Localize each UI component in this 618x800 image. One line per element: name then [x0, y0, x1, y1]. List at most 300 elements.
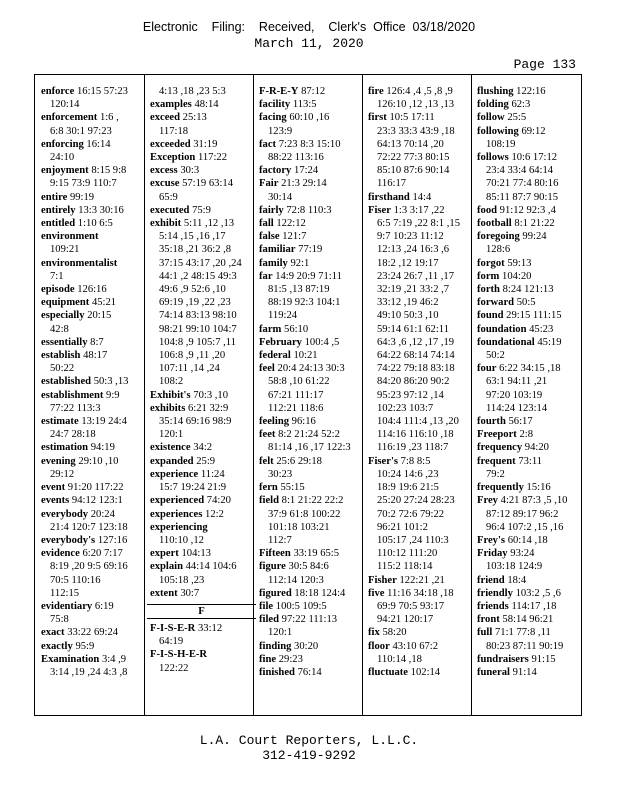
index-column-3: [259, 85, 362, 679]
index-references: 25:6 29:18: [276, 455, 322, 467]
index-references: 37:15 43:17 ,20 ,24: [159, 257, 242, 269]
index-word: experience: [150, 468, 199, 480]
index-word: Fair: [259, 178, 279, 190]
index-references: 109:21: [50, 244, 80, 256]
index-references: 94:19: [90, 442, 115, 454]
index-references: 104:8 ,9 105:7 ,11: [159, 336, 237, 348]
index-entry: [477, 217, 580, 230]
index-word: entitled: [41, 218, 76, 230]
index-references: 48:14: [194, 99, 219, 111]
index-entry: [150, 508, 253, 521]
index-entry: [477, 296, 580, 309]
index-word: everybody: [41, 508, 89, 520]
index-entry: [368, 85, 471, 98]
index-references: 59:14 61:1 62:11: [377, 323, 449, 335]
index-word: exhibits: [150, 402, 186, 414]
index-entry: [477, 270, 580, 283]
index-word: frequent: [477, 455, 516, 467]
index-entry: [477, 283, 580, 296]
index-word: existence: [150, 442, 191, 454]
index-entry: [259, 587, 362, 600]
index-entry: [259, 257, 362, 270]
index-word: F-I-S-E-R: [150, 622, 196, 634]
index-word: F-I-S-H-E-R: [150, 649, 208, 661]
index-references: 99:24: [522, 231, 547, 243]
index-word: four: [477, 363, 497, 375]
index-references: 122:12: [276, 218, 306, 230]
index-word: foundation: [477, 323, 527, 335]
index-entry: [150, 204, 253, 217]
index-entry: [41, 111, 144, 124]
index-word: environmentalist: [41, 257, 118, 269]
index-references: 91:20 117:22: [67, 482, 124, 494]
index-word: enjoyment: [41, 165, 89, 177]
index-entry: [150, 494, 253, 507]
index-references: 103:18 124:9: [486, 561, 543, 573]
index-references: 24:7 28:18: [50, 429, 96, 441]
index-entry: [41, 389, 144, 402]
index-entry: [150, 547, 253, 560]
index-word: Examination: [41, 653, 100, 665]
index-word: estimation: [41, 442, 89, 454]
index-references: 33:22 69:24: [67, 627, 119, 639]
index-references: 13:19 24:4: [81, 416, 127, 428]
index-references: 120:1: [159, 429, 184, 441]
index-references: 1:6 ,: [99, 112, 119, 124]
index-entry: [477, 111, 580, 124]
index-references: 84:20 86:20 90:2: [377, 376, 450, 388]
index-entry: [259, 560, 362, 573]
index-entry: [41, 164, 144, 177]
index-references: 5:11 ,12 ,13: [183, 218, 235, 230]
index-references: 23:3 33:3 43:9 ,18: [377, 125, 455, 137]
index-entry: [259, 323, 362, 336]
index-references: 20:15: [87, 310, 112, 322]
index-references: 21:3 29:14: [281, 178, 327, 190]
index-word: figured: [259, 587, 292, 599]
index-references: 117:18: [159, 125, 189, 137]
index-word: Friday: [477, 548, 508, 560]
index-word: fern: [259, 482, 278, 494]
index-word: following: [477, 125, 519, 137]
index-references: 74:22 79:18 83:18: [377, 363, 455, 375]
index-entry: [477, 547, 580, 560]
index-word: experiences: [150, 508, 203, 520]
index-references: 3:4 ,9: [101, 653, 127, 665]
index-references: 16:15 57:23: [77, 86, 128, 97]
index-column-2: [150, 85, 253, 675]
index-entry: [477, 85, 580, 98]
column-divider: [362, 75, 363, 715]
index-references: 64:22 68:14 74:14: [377, 350, 455, 362]
index-word: file: [259, 600, 274, 612]
index-word: enforcement: [41, 112, 98, 124]
index-references: 50:2: [486, 350, 505, 362]
index-references: 20:24: [90, 508, 115, 520]
filing-date: March 11, 2020: [254, 36, 364, 51]
index-word: fourth: [477, 416, 506, 428]
index-word: events: [41, 495, 70, 507]
index-references: 96:16: [291, 416, 316, 428]
index-entry: [150, 648, 253, 661]
index-entry: [41, 191, 144, 204]
index-column-1: [41, 85, 144, 679]
index-word: establish: [41, 350, 81, 362]
index-references: 29:23: [278, 653, 303, 665]
index-word: flushing: [477, 86, 514, 97]
index-references: 93:24: [510, 548, 535, 560]
index-references: 10:6 17:12: [511, 152, 558, 164]
index-entry: [259, 98, 362, 111]
index-references: 64:13 70:14 ,20: [377, 138, 444, 150]
index-entry: [41, 204, 144, 217]
section-letter: F: [147, 604, 256, 619]
index-references: 126:16: [77, 284, 107, 296]
index-references: 14:9 20:9 71:11: [275, 270, 342, 282]
index-references: 70:3 ,10: [193, 389, 229, 401]
index-entry: [368, 626, 471, 639]
index-references: 94:12 123:1: [71, 495, 123, 507]
index-references: 6:8 30:1 97:23: [50, 125, 112, 137]
index-references: 85:11 87:7 90:15: [486, 191, 558, 203]
index-references: 9:15 73:9 110:7: [50, 178, 117, 190]
index-entry: [259, 111, 362, 124]
index-references: 55:15: [280, 482, 305, 494]
index-entry: [259, 336, 362, 349]
index-references: 63:1 94:11 ,21: [486, 376, 548, 388]
index-references: 121:7: [282, 231, 307, 243]
index-references: 92:1: [290, 257, 310, 269]
index-entry: [368, 587, 471, 600]
index-references: 44:1 ,2 48:15 49:3: [159, 270, 237, 282]
index-entry: [41, 336, 144, 349]
index-entry: [259, 138, 362, 151]
index-entry: [259, 349, 362, 362]
index-entry: [477, 151, 580, 164]
index-entry: [259, 481, 362, 494]
reporter-phone: 312-419-9292: [262, 748, 356, 763]
index-references: 70:2 72:6 79:22: [377, 508, 445, 520]
index-entry: [150, 389, 253, 402]
index-references: 4:13 ,18 ,23 5:3: [159, 86, 226, 97]
index-references: 91:12 92:3 ,4: [499, 204, 556, 216]
index-word: examples: [150, 99, 192, 111]
index-references: 112:21 118:6: [268, 402, 324, 414]
index-entry: [259, 85, 362, 98]
index-word: foundational: [477, 336, 535, 348]
index-word: fix: [368, 627, 380, 639]
index-word: food: [477, 204, 498, 216]
index-word: event: [41, 482, 66, 494]
index-entry: [150, 560, 253, 573]
index-word: essentially: [41, 336, 88, 348]
index-word: forgot: [477, 257, 505, 269]
index-references: 49:10 50:3 ,10: [377, 310, 439, 322]
index-entry: [477, 125, 580, 138]
index-references: 17:24: [294, 165, 319, 177]
index-references: 23:24 26:7 ,11 ,17: [377, 270, 455, 282]
index-word: follow: [477, 112, 505, 124]
index-references: 104:4 111:4 ,13 ,20: [377, 416, 459, 428]
index-references: 1:3 3:17 ,22: [393, 204, 445, 216]
index-references: 81:5 ,13 87:19: [268, 284, 330, 296]
index-references: 100:5 109:5: [275, 600, 327, 612]
index-references: 1:10 6:5: [77, 218, 113, 230]
index-word: factory: [259, 165, 292, 177]
index-word: finished: [259, 666, 295, 678]
index-entry: [477, 98, 580, 111]
index-word: environment: [41, 231, 99, 243]
index-word: forth: [477, 284, 500, 296]
index-references: 72:22 77:3 80:15: [377, 152, 450, 164]
index-references: 114:24 123:14: [486, 402, 548, 414]
index-entry: [150, 138, 253, 151]
index-word: five: [368, 587, 385, 599]
index-entry: [41, 283, 144, 296]
index-references: 94:21 120:17: [377, 614, 434, 626]
index-entry: [368, 455, 471, 468]
index-references: 50:3 ,13: [93, 376, 129, 388]
index-references: 25:13: [182, 112, 207, 124]
index-entry: [150, 521, 253, 534]
index-word: Frey: [477, 495, 498, 507]
index-word: exact: [41, 627, 65, 639]
index-word: foregoing: [477, 231, 520, 243]
index-references: 91:14: [512, 666, 537, 678]
index-references: 4:21 87:3 ,5 ,10: [500, 495, 568, 507]
index-references: 37:9 61:8 100:22: [268, 508, 341, 520]
index-word: entirely: [41, 204, 76, 216]
index-word: federal: [259, 350, 291, 362]
index-entry: [477, 574, 580, 587]
index-word: explain: [150, 561, 183, 573]
index-references: 21:4 120:7 123:18: [50, 521, 128, 533]
index-word: family: [259, 257, 288, 269]
index-references: 69:12: [521, 125, 546, 137]
index-references: 75:8: [50, 614, 69, 626]
index-entry: [259, 270, 362, 283]
index-entry: [477, 362, 580, 375]
index-references: 9:7 10:23 11:12: [377, 231, 444, 243]
index-entry: [477, 626, 580, 639]
index-references: 122:22: [159, 662, 189, 674]
index-entry: [150, 98, 253, 111]
index-references: 20:4 24:13 30:3: [277, 363, 345, 375]
index-word: frequency: [477, 442, 523, 454]
index-references: 105:17 ,24 110:3: [377, 534, 449, 546]
index-references: 128:6: [486, 244, 511, 256]
index-references: 56:10: [284, 323, 309, 335]
index-entry: [150, 217, 253, 230]
index-references: 57:19 63:14: [182, 178, 233, 190]
index-word: established: [41, 376, 92, 388]
index-word: Exception: [150, 152, 196, 164]
index-references: 116:17: [377, 178, 407, 190]
index-entry: [259, 455, 362, 468]
column-divider: [144, 75, 145, 715]
index-entry: [259, 204, 362, 217]
index-word: enforcing: [41, 138, 84, 150]
index-references: 110:10 ,12: [159, 534, 204, 546]
index-entry: [259, 243, 362, 256]
index-entry: [41, 626, 144, 639]
index-column-5: [477, 85, 580, 679]
index-entry: [259, 177, 362, 190]
index-references: 110:12 111:20: [377, 548, 438, 560]
index-references: 77:19: [298, 244, 323, 256]
index-references: 115:2 118:14: [377, 561, 433, 573]
index-word: felt: [259, 455, 274, 467]
index-references: 107:11 ,14 ,24: [159, 363, 220, 375]
index-entry: [477, 309, 580, 322]
index-references: 24:10: [50, 152, 75, 164]
index-entry: [477, 653, 580, 666]
index-word: Fiser's: [368, 455, 399, 467]
index-references: 18:4: [507, 574, 527, 586]
index-references: 3:14 ,19 ,24 4:3 ,8: [50, 666, 128, 678]
index-entry: [41, 138, 144, 151]
index-references: 60:14 ,18: [507, 534, 548, 546]
index-word: first: [368, 112, 387, 124]
index-entry: [259, 547, 362, 560]
index-references: 16:14: [86, 138, 111, 150]
index-word: especially: [41, 310, 85, 322]
index-references: 33:12 ,19 46:2: [377, 297, 439, 309]
index-references: 95:23 97:12 ,14: [377, 389, 444, 401]
index-entry: [41, 415, 144, 428]
index-references: 45:19: [537, 336, 562, 348]
index-word: feeling: [259, 416, 290, 428]
index-entry: [477, 587, 580, 600]
index-references: 122:16: [516, 86, 546, 97]
index-references: 75:9: [192, 204, 211, 216]
index-entry: [41, 217, 144, 230]
index-references: 42:8: [50, 323, 69, 335]
index-references: 30:20: [294, 640, 319, 652]
index-references: 101:18 103:21: [268, 521, 330, 533]
index-entry: [259, 164, 362, 177]
index-references: 108:2: [159, 376, 184, 388]
index-word: frequently: [477, 482, 524, 494]
index-entry: [41, 600, 144, 613]
index-references: 97:22 111:13: [281, 614, 338, 626]
index-references: 104:13: [181, 548, 211, 560]
index-references: 12:13 ,24 16:3 ,6: [377, 244, 450, 256]
index-entry: [259, 230, 362, 243]
index-references: 30:23: [268, 468, 293, 480]
index-references: 97:20 103:19: [486, 389, 543, 401]
index-word: enforce: [41, 86, 75, 97]
index-references: 43:10 67:2: [392, 640, 439, 652]
index-references: 60:10 ,16: [289, 112, 330, 124]
index-entry: [368, 204, 471, 217]
index-references: 69:9 70:5 93:17: [377, 600, 445, 612]
index-references: 48:17: [83, 350, 108, 362]
index-entry: [259, 362, 362, 375]
index-word: feet: [259, 429, 276, 441]
index-references: 29:10 ,10: [78, 455, 119, 467]
index-entry: [41, 481, 144, 494]
index-references: 74:14 83:13 98:10: [159, 310, 237, 322]
index-references: 126:4 ,4 ,5 ,8 ,9: [386, 86, 453, 97]
index-word: friend: [477, 574, 505, 586]
index-word: feel: [259, 363, 275, 375]
index-entry: [41, 534, 144, 547]
index-references: 102:14: [410, 666, 441, 678]
index-word: found: [477, 310, 504, 322]
index-word: exceed: [150, 112, 180, 124]
index-references: 30:3: [180, 165, 200, 177]
index-entry: [41, 547, 144, 560]
index-references: 110:14 ,18: [377, 653, 422, 665]
index-references: 18:9 19:6 21:5: [377, 482, 439, 494]
reporter-name: L.A. Court Reporters, L.L.C.: [199, 733, 419, 748]
index-word: excess: [150, 165, 178, 177]
filing-stamp: Electronic Filing: Received, Clerk's Office 03/18/2020: [142, 20, 476, 34]
page-number: Page 133: [513, 57, 576, 72]
index-references: 15:16: [526, 482, 551, 494]
index-word: fluctuate: [368, 666, 409, 678]
index-references: 49:6 ,9 52:6 ,10: [159, 284, 226, 296]
index-entry: [41, 349, 144, 362]
index-word: fairly: [259, 204, 284, 216]
index-references: 122:21 ,21: [399, 574, 445, 586]
index-references: 45:23: [529, 323, 554, 335]
index-references: 13:3 30:16: [78, 204, 124, 216]
index-references: 10:5 17:11: [389, 112, 435, 124]
index-references: 9:9: [106, 389, 120, 401]
index-references: 120:1: [268, 627, 293, 639]
index-references: 65:9: [159, 191, 178, 203]
index-entry: [477, 534, 580, 547]
index-word: evidentiary: [41, 600, 93, 612]
index-references: 6:20 7:17: [82, 548, 123, 560]
index-entry: [41, 375, 144, 388]
index-references: 112:15: [50, 587, 80, 599]
index-word: field: [259, 495, 280, 507]
index-references: 113:5: [292, 99, 317, 111]
index-word: estimate: [41, 416, 79, 428]
index-references: 6:21 32:9: [187, 402, 229, 414]
index-references: 87:12 89:17 96:2: [486, 508, 559, 520]
index-entry: [41, 296, 144, 309]
index-references: 34:2: [193, 442, 213, 454]
index-word: F-R-E-Y: [259, 86, 299, 97]
index-references: 67:21 111:17: [268, 389, 324, 401]
index-references: 69:19 ,19 ,22 ,23: [159, 297, 231, 309]
index-references: 35:18 ,21 36:2 ,8: [159, 244, 232, 256]
index-column-4: [368, 85, 471, 679]
index-entry: [41, 441, 144, 454]
index-word: experienced: [150, 495, 205, 507]
index-references: 112:7: [268, 534, 292, 546]
index-references: 23:4 33:4 64:14: [486, 165, 554, 177]
index-word: floor: [368, 640, 390, 652]
index-word: full: [477, 627, 493, 639]
index-references: 104:20: [502, 270, 532, 282]
index-entry: [368, 640, 471, 653]
index-references: 117:22: [197, 152, 228, 164]
index-word: Fisher: [368, 574, 397, 586]
index-entry: [477, 323, 580, 336]
index-references: 35:14 69:16 98:9: [159, 416, 232, 428]
index-references: 70:5 110:16: [50, 574, 101, 586]
index-references: 50:22: [50, 363, 75, 375]
index-references: 81:14 ,16 ,17 122:3: [268, 442, 351, 454]
index-word: front: [477, 614, 500, 626]
index-word: friendly: [477, 587, 513, 599]
index-entry: [477, 666, 580, 679]
